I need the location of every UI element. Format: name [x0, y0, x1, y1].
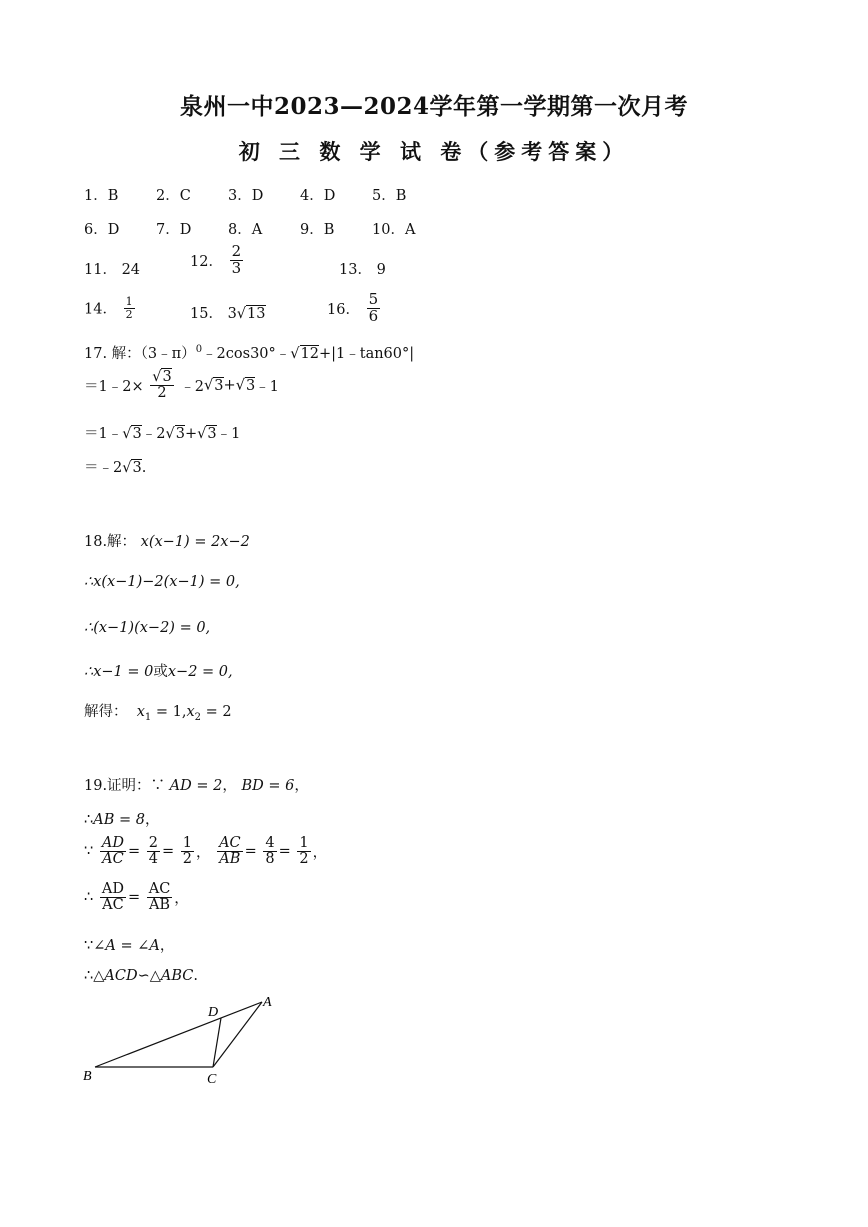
q19-line-5: ∵∠A = ∠A， — [84, 938, 175, 954]
answer-letter: D — [179, 222, 192, 238]
label-C: C — [207, 1072, 217, 1087]
label-D: D — [208, 1005, 219, 1020]
segment-CD — [213, 1018, 221, 1067]
q19-line-4: ∴ $\frac{AD}{AC}$ = $\frac{AC}{AB}$ ， — [84, 881, 189, 914]
answer-letter: D — [107, 222, 120, 238]
label-A: A — [263, 995, 272, 1010]
q18-line-5: 解得： $x_1 = 1,x_2 = 2$ — [84, 704, 232, 723]
question-number: 8． — [228, 222, 252, 238]
question-number: 4． — [300, 188, 324, 204]
question-number: 6． — [84, 222, 108, 238]
page-title: 泉州一中2023—2024学年第一学期第一次月考 — [179, 93, 689, 120]
choice-answer — [228, 218, 300, 239]
q18-line-3: ∴(x−1)(x−2) = 0, — [84, 620, 211, 636]
choice-row-1 — [84, 184, 444, 205]
question-number: 2． — [156, 188, 180, 204]
answer-letter: D — [323, 188, 336, 204]
answer-letter: D — [251, 188, 264, 204]
q17-line-1: 17. 解：（3﹣π）$^0$﹣2cos30°﹣√12+|1﹣tan60°| — [84, 344, 415, 362]
q17-line-3: ＝1﹣√3﹣2√3+√3﹣1 — [84, 426, 241, 442]
answer-letter: A — [404, 222, 416, 238]
answer-letter: C — [179, 188, 191, 204]
answer-13: 13． 9 — [339, 262, 386, 278]
answer-15: 15． 3√13 — [190, 306, 266, 322]
answer-letter: B — [107, 188, 119, 204]
q18-line-2: ∴x(x−1)−2(x−1) = 0, — [84, 574, 240, 590]
choice-answer — [156, 184, 228, 205]
choice-row-2 — [84, 218, 444, 239]
answer-12: 12． $\frac{2}{3}$ — [190, 242, 242, 277]
answer-11: 11． 24 — [84, 262, 141, 278]
choice-answer — [84, 218, 156, 239]
choice-answer — [84, 184, 156, 205]
choice-answer — [372, 184, 444, 205]
choice-answer — [156, 218, 228, 239]
answer-14: 14． $\frac{1}{2}$ — [84, 295, 133, 321]
label-B: B — [83, 1069, 92, 1084]
question-number: 7． — [156, 222, 180, 238]
answer-16: 16． $\frac{5}{6}$ — [327, 290, 379, 325]
question-number: 3． — [228, 188, 252, 204]
choice-answer — [228, 184, 300, 205]
q17-line-4: ＝﹣2√3. — [84, 460, 147, 476]
q18-line-1: 18.解： x(x−1) = 2x−2 — [84, 534, 250, 550]
choice-answer — [372, 218, 444, 239]
q18-line-4: ∴x−1 = 0或x−2 = 0, — [84, 664, 233, 680]
q17-line-2: ＝1﹣2× $\frac{√3}{2}$ ﹣2√3+√3﹣1 — [84, 369, 279, 402]
q19-line-3: ∵ $\frac{AD}{AC}$ = $\frac{2}{4}$ = $\frac{1}{2}$ ， $\frac{AC}{AB}$ = $\frac{4}{8}$ = $\frac{1}{2}$ ， — [84, 835, 328, 868]
q19-line-1: 19.证明：∵ AD = 2， BD = 6， — [84, 778, 309, 794]
question-number: 5． — [372, 188, 396, 204]
choice-answer — [300, 184, 372, 205]
q19-line-2: ∴AB = 8， — [84, 812, 160, 828]
choice-answer — [300, 218, 372, 239]
q19-line-6: ∴△ACD∽△ABC. — [84, 968, 198, 984]
answer-letter: B — [395, 188, 407, 204]
triangle-figure — [80, 990, 290, 1090]
page-subtitle: 初 三 数 学 试 卷（参考答案） — [238, 139, 630, 164]
question-number: 9． — [300, 222, 324, 238]
answer-letter: A — [251, 222, 263, 238]
question-number: 10． — [372, 222, 405, 238]
question-number: 1． — [84, 188, 108, 204]
answer-letter: B — [323, 222, 335, 238]
